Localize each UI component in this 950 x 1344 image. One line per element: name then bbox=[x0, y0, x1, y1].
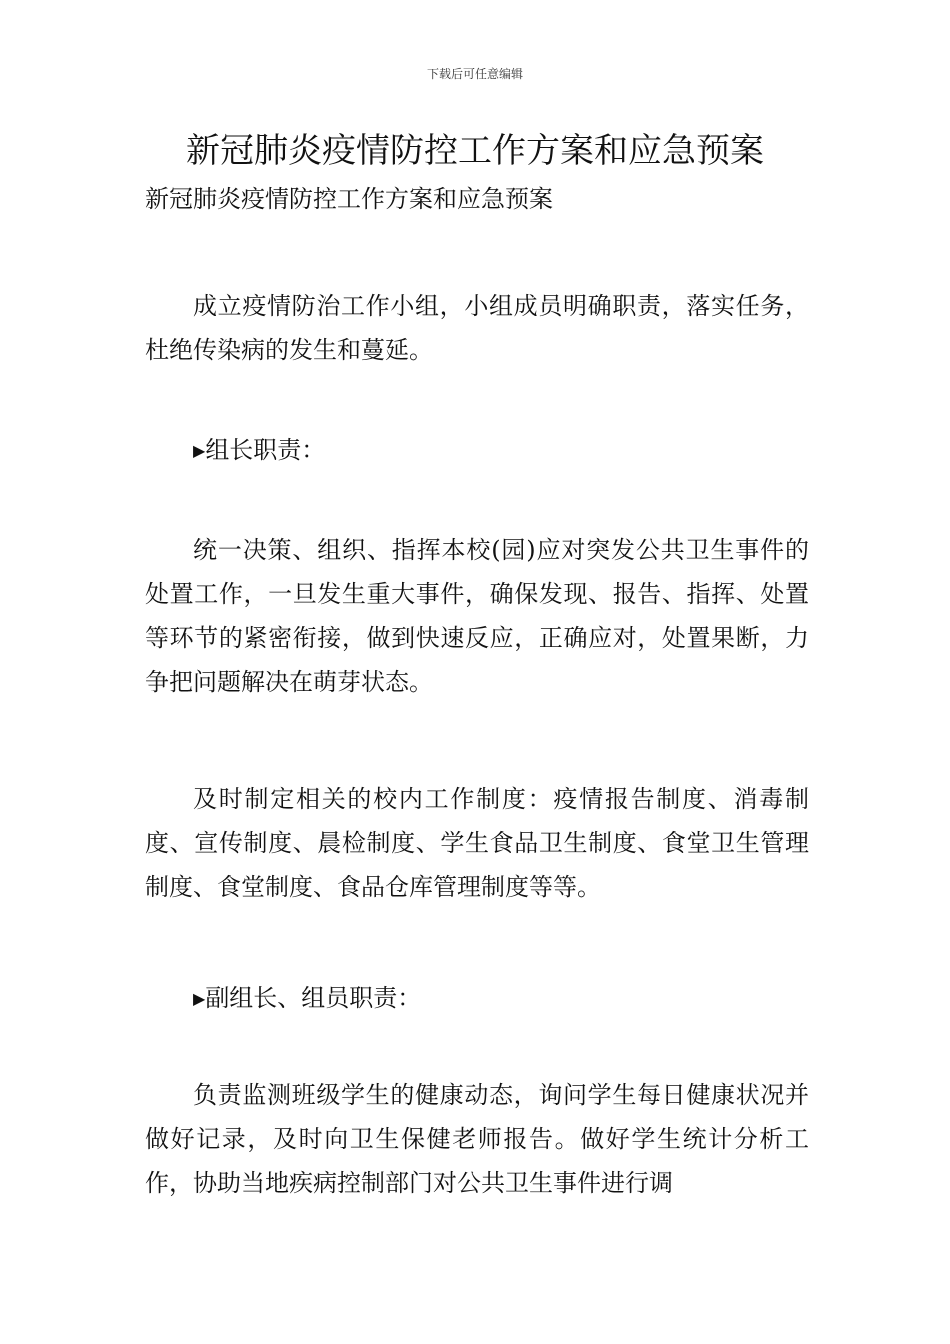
paragraph-leader-duties: 统一决策、组织、指挥本校(园)应对突发公共卫生事件的处置工作，一旦发生重大事件，确保发现、报告、指挥、处置等环节的紧密衔接，做到快速反应，正确应对，处置果断，力争把问题解决在萌芽状态。 bbox=[145, 536, 809, 696]
paragraph-deputy-duties: 负责监测班级学生的健康动态，询问学生每日健康状况并做好记录，及时向卫生保健老师报告。做好学生统计分析工作，协助当地疾病控制部门对公共卫生事件进行调 bbox=[145, 1081, 809, 1197]
section-heading-deputy-duties bbox=[145, 976, 809, 1021]
section-heading-leader-duties bbox=[145, 428, 809, 473]
paragraph-school-regulations: 及时制定相关的校内工作制度：疫情报告制度、消毒制度、宣传制度、晨检制度、学生食品卫生制度、食堂卫生管理制度、食堂制度、食品仓库管理制度等等。 bbox=[145, 785, 809, 901]
triangle-right-icon: ▶ bbox=[193, 989, 206, 1008]
document-subtitle: 新冠肺炎疫情防控工作方案和应急预案 bbox=[145, 185, 553, 213]
header-note: 下载后可任意编辑 bbox=[426, 67, 523, 81]
section-heading-label: 组长职责： bbox=[205, 436, 326, 464]
triangle-right-icon: ▶ bbox=[193, 441, 206, 460]
paragraph-team-setup: 成立疫情防治工作小组，小组成员明确职责，落实任务，杜绝传染病的发生和蔓延。 bbox=[145, 292, 809, 364]
section-heading-label: 副组长、组员职责： bbox=[205, 984, 422, 1012]
document-title: 新冠肺炎疫情防控工作方案和应急预案 bbox=[186, 131, 764, 171]
